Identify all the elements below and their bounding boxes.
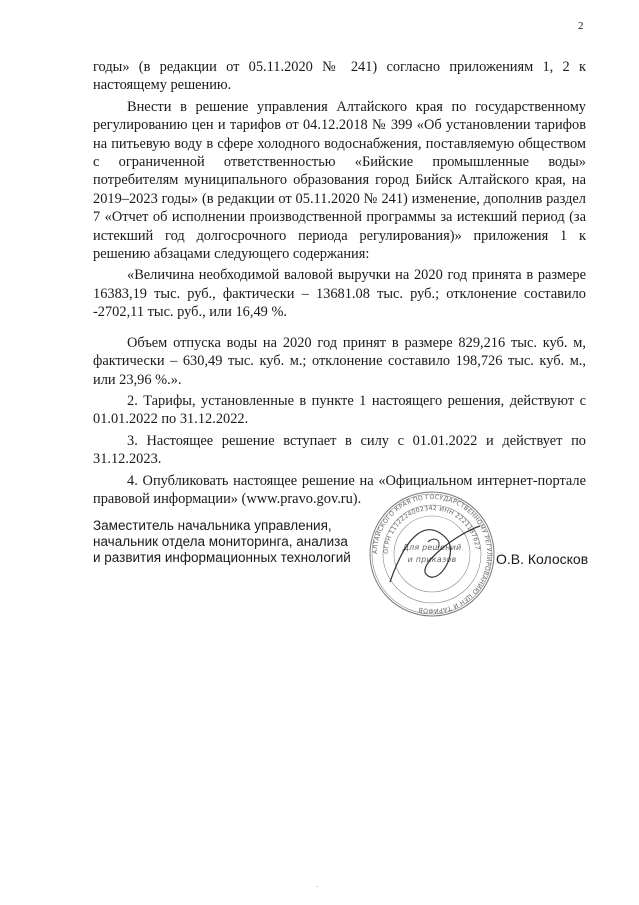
signatory-position-line: Заместитель начальника управления,	[93, 518, 332, 533]
signatory-position	[93, 518, 368, 566]
paragraph-revenue: «Величина необходимой валовой выручки на 2020 год принята в размере 16383,19 тыс. руб., фактически – 13681.08 тыс. руб.; отклонение составило -2702,11 тыс. руб., или 16,49 %.	[93, 267, 586, 321]
paragraph-amendment: Внести в решение управления Алтайского края по государственному регулированию цен и тарифов от 04.12.2018 № 399 «Об установлении тарифов на питьевую воду в сфере холодного водоснабжения, поставляемую обществом с ограниченной ответственностью «Бийские промышленные воды» потребителям муниципального образования город Бийск Алтайского края, на 2019–2023 годы» (в редакции от 05.11.2020 № 241) изменение, дополнив раздел 7 «Отчет об исполнении производственной программы за истекший период (за истекший год долгосрочного периода регулирования)» приложения 1 к решению абзацами следующего содержания:	[93, 98, 586, 263]
paragraph-item-2: 2. Тарифы, установленные в пункте 1 настоящего решения, действуют с 01.01.2022 по 31.12.2022.	[93, 392, 586, 428]
signatory-position-line: и развития информационных технологий	[93, 550, 351, 565]
stamp-inner-text: ОГРН 1112224002342 ИНН 2221187627	[382, 504, 481, 555]
footer-mark: .	[316, 880, 318, 889]
handwritten-signature	[390, 526, 480, 582]
paragraph-item-3: 3. Настоящее решение вступает в силу с 01.01.2022 и действует по 31.12.2023.	[93, 432, 586, 468]
document-body	[93, 58, 586, 511]
paragraph-item-4: 4. Опубликовать настоящее решение на «Официальном интернет-портале правовой информации» (www.pravo.gov.ru).	[93, 472, 586, 507]
stamp-outer-text: АЛТАЙСКОГО КРАЯ ПО ГОСУДАРСТВЕННОМУ РЕГУЛИРОВАНИЮ ЦЕН И ТАРИФОВ	[371, 493, 493, 615]
signatory-position-line: начальник отдела мониторинга, анализа	[93, 534, 348, 549]
stamp-center-line: Для решений	[402, 543, 462, 552]
official-seal-stamp	[368, 490, 496, 618]
paragraph-water-volume: Объем отпуска воды на 2020 год принят в размере 829,216 тыс. куб. м, фактически – 630,49 тыс. куб. м.; отклонение составило 198,726 тыс. куб. м., или 23,96 %.».	[93, 334, 586, 388]
stamp-center-line: и приказов	[407, 555, 457, 564]
signatory-name: О.В. Колосков	[496, 551, 589, 567]
paragraph-continuation: годы» (в редакции от 05.11.2020 № 241) согласно приложениям 1, 2 к настоящему решению.	[93, 59, 586, 94]
page-number: 2	[578, 20, 584, 32]
